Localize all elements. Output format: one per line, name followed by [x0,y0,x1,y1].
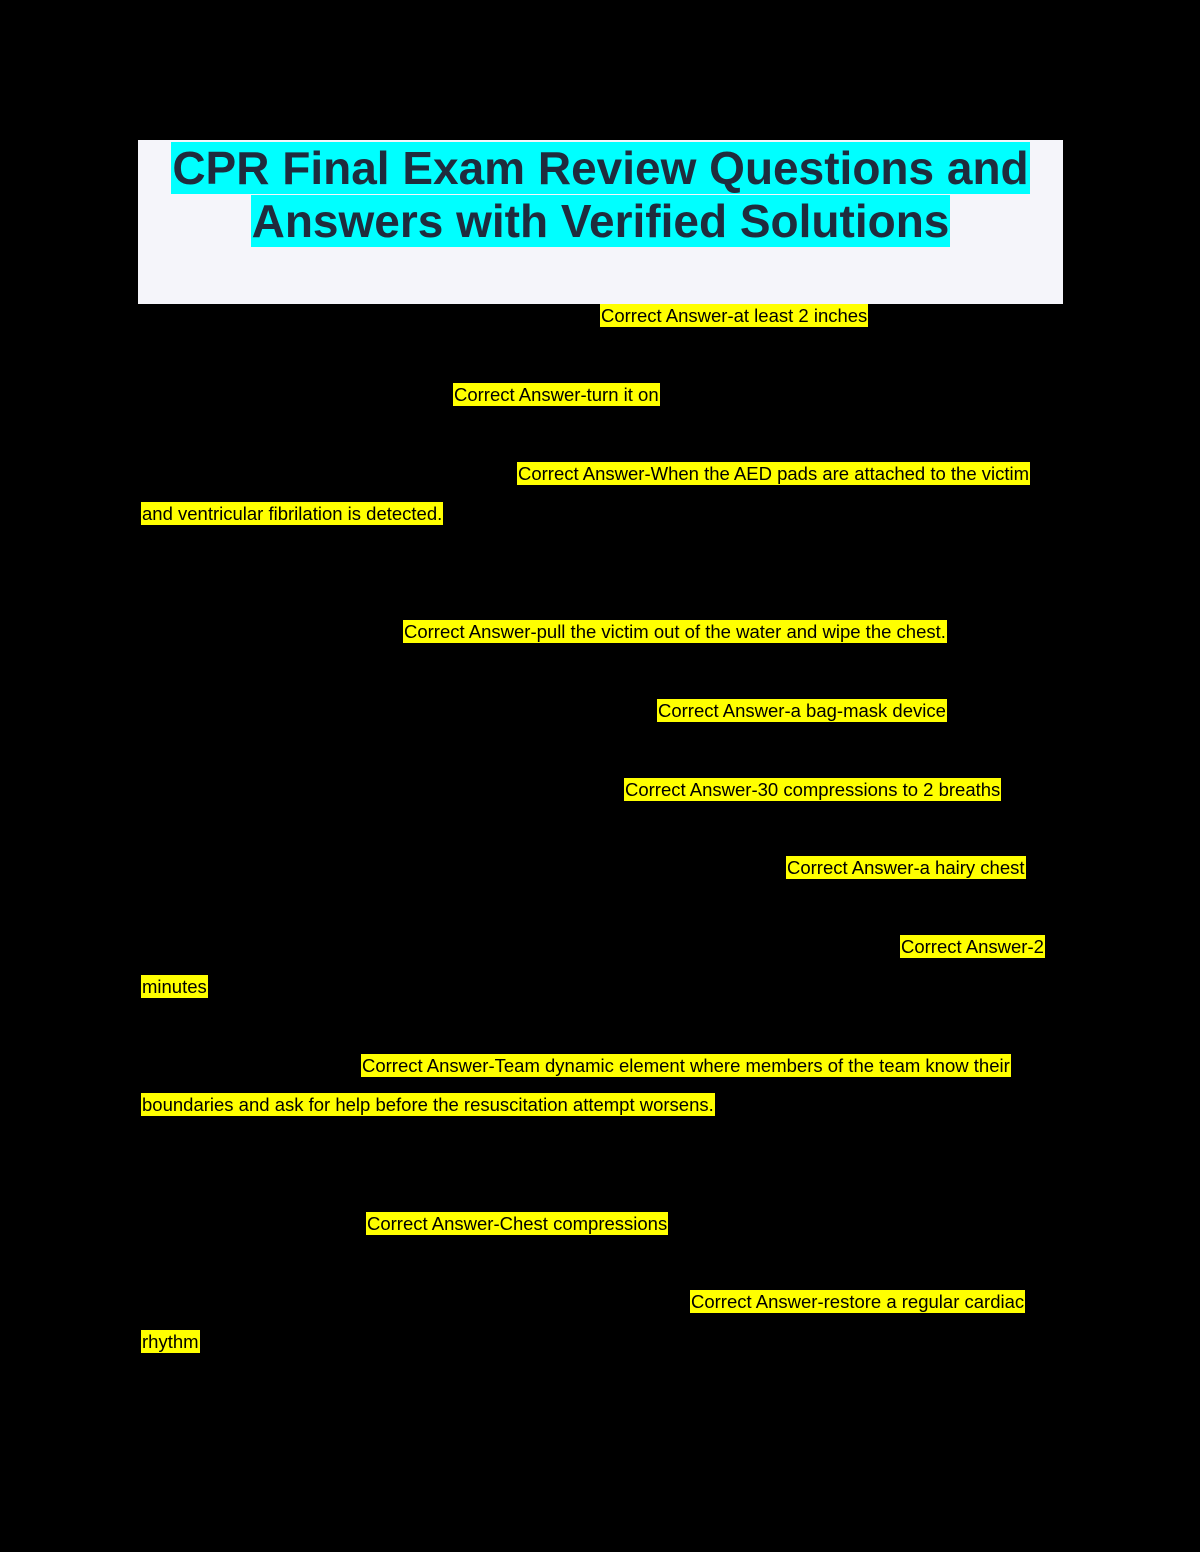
answer-text: and ventricular fibrilation is detected. [142,503,443,524]
answer-text: Correct Answer-at least 2 inches [601,305,868,326]
answer-5 [657,698,947,724]
answer-text: Correct Answer-turn it on [454,384,659,405]
answer-text: boundaries and ask for help before the resuscitation attempt worsens. [142,1094,714,1115]
answer-6 [624,777,1001,803]
answer-text: Correct Answer-2 [901,936,1044,957]
answer-8 [900,934,1045,960]
answer-11 [690,1289,1025,1315]
answer-text: Correct Answer-30 compressions to 2 breaths [625,779,1001,800]
title-line-1: CPR Final Exam Review Questions and [172,142,1029,194]
answer-text: Correct Answer-When the AED pads are attached to the victim [518,463,1030,484]
answer-8-continued [141,974,208,1000]
answer-text: Correct Answer-a bag-mask device [658,700,946,721]
document-title [138,140,1063,248]
answer-9 [361,1053,1011,1079]
answer-text: Correct Answer-Chest compressions [367,1213,668,1234]
title-line-2: Answers with Verified Solutions [251,195,950,247]
answer-7 [786,855,1026,881]
answer-10 [366,1211,668,1237]
answer-1 [600,303,868,329]
answer-text: minutes [142,976,207,997]
answer-3-continued [141,501,443,527]
title-box [138,140,1063,304]
answer-9-continued [141,1092,715,1118]
answer-text: Correct Answer-a hairy chest [787,857,1025,878]
answer-3 [517,461,1030,487]
answer-text: Correct Answer-pull the victim out of the water and wipe the chest. [404,621,946,642]
answer-4 [403,619,947,645]
answer-2 [453,382,660,408]
answer-text: rhythm [142,1331,199,1352]
answer-text: Correct Answer-restore a regular cardiac [691,1291,1025,1312]
answer-text: Correct Answer-Team dynamic element where members of the team know their [362,1055,1010,1076]
answer-11-continued [141,1329,200,1355]
